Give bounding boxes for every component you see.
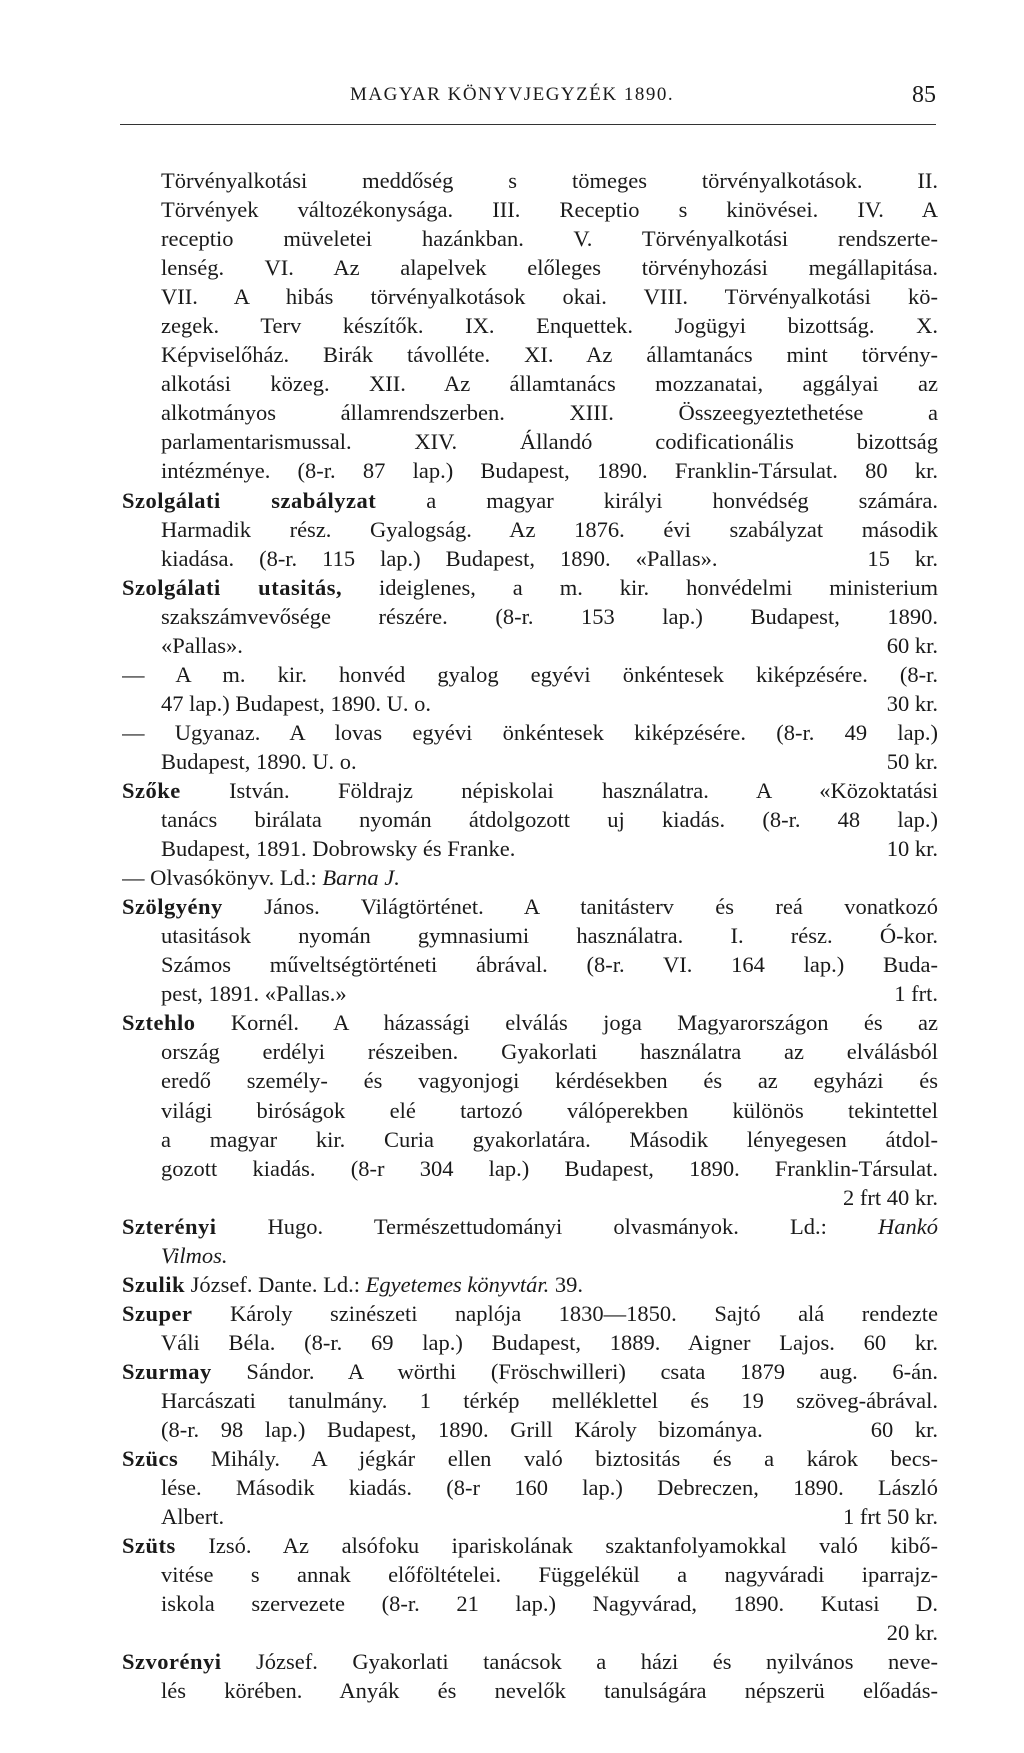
entry-text: pest, 1891. «Pallas.»	[161, 981, 347, 1007]
entry-text: ország erdélyi részeiben. Gyakorlati használatra az elválásból	[161, 1039, 938, 1065]
text-line	[161, 1066, 938, 1095]
entry-text: Kornél. A házassági elválás joga Magyarországon és az	[195, 1010, 938, 1036]
text-line	[161, 1183, 938, 1212]
text-line	[122, 1357, 938, 1386]
entry-text: receptio müveletei hazánkban. V. Törvényalkotási rendszerte-	[161, 226, 938, 252]
price: 10 kr.	[886, 836, 938, 862]
entry-text: a magyar királyi honvédség számára.	[376, 487, 938, 513]
text-line	[161, 602, 938, 631]
text-line	[122, 1270, 938, 1299]
entry-text: parlamentarismussal. XIV. Állandó codificationális bizottság	[161, 429, 938, 455]
entry-text: 39.	[549, 1271, 584, 1297]
price: 30 kr.	[886, 690, 938, 716]
entry-text: (8-r. 98 lap.) Budapest, 1890. Grill Károly bizománya. 60 kr.	[161, 1417, 938, 1443]
text-line	[161, 1328, 938, 1357]
text-line	[161, 921, 938, 950]
entry-text: tanács birálata nyomán átdolgozott uj kiadás. (8-r. 48 lap.)	[161, 807, 938, 833]
text-line	[161, 282, 938, 311]
entry-text: iskola szervezete (8-r. 21 lap.) Nagyvárad, 1890. Kutasi D.	[161, 1591, 938, 1617]
entry-text: VII. A hibás törvényalkotások okai. VIII. Törvényalkotási kö-	[161, 284, 938, 310]
text-line	[122, 1531, 938, 1560]
entry-text: alkotási közeg. XII. Az államtanács mozzanatai, aggályai az	[161, 371, 938, 397]
text-line	[161, 979, 938, 1008]
entry-author: Szölgyény	[122, 894, 223, 920]
text-line	[161, 340, 938, 369]
entry-author: Szőke	[122, 777, 181, 803]
entry-text: Váli Béla. (8-r. 69 lap.) Budapest, 1889. Aigner Lajos. 60 kr.	[161, 1329, 938, 1355]
bibliography-text	[122, 166, 938, 1705]
entry-text: Hugo. Természettudományi olvasmányok. Ld.:	[216, 1213, 878, 1239]
entry-text: Harcászati tanulmány. 1 térkép melléklettel és 19 szöveg-ábrával.	[161, 1387, 938, 1413]
text-line	[122, 1212, 938, 1241]
text-line	[161, 805, 938, 834]
text-line	[122, 660, 938, 689]
text-line	[161, 834, 938, 863]
text-line	[161, 1125, 938, 1154]
text-line	[161, 369, 938, 398]
text-line	[161, 950, 938, 979]
price: 20 kr.	[886, 1620, 938, 1646]
price: 1 frt 50 kr.	[843, 1504, 938, 1530]
entry-text: — A m. kir. honvéd gyalog egyévi önkéntesek kiképzésére. (8-r.	[122, 661, 938, 687]
entry-text: István. Földrajz népiskolai használatra. A «Közoktatási	[180, 777, 938, 803]
text-line	[161, 1560, 938, 1589]
entry-text: gozott kiadás. (8-r 304 lap.) Budapest, 1890. Franklin-Társulat.	[161, 1155, 938, 1181]
header-rule	[120, 124, 936, 125]
entry-text: Izsó. Az alsófoku ipariskolának szaktanfolyamokkal való kibő-	[175, 1533, 938, 1559]
text-line	[161, 1502, 938, 1531]
entry-text: — Olvasókönyv. Ld.:	[122, 865, 323, 891]
entry-author: Szüts	[122, 1533, 176, 1559]
text-line	[161, 747, 938, 776]
text-line	[161, 427, 938, 456]
price: 2 frt 40 kr.	[843, 1184, 938, 1210]
text-line	[161, 544, 938, 573]
text-line	[161, 1386, 938, 1415]
entry-text: Törvényalkotási meddőség s tömeges törvényalkotások. II.	[161, 168, 938, 193]
text-line	[161, 166, 938, 195]
entry-text: Harmadik rész. Gyalogság. Az 1876. évi szabályzat második	[161, 516, 938, 542]
page-header	[120, 84, 940, 118]
entry-text: János. Világtörténet. A tanitásterv és reá vonatkozó	[222, 894, 938, 920]
text-line	[122, 486, 938, 515]
entry-text: lenség. VI. Az alapelvek előleges törvényhozási megállapitása.	[161, 255, 938, 281]
text-line	[122, 573, 938, 602]
text-line	[122, 863, 938, 892]
entry-text: Budapest, 1890. U. o.	[161, 748, 357, 774]
text-line	[161, 224, 938, 253]
entry-author: Szücs	[122, 1446, 179, 1472]
text-line	[161, 1096, 938, 1125]
entry-text: József. Dante. Ld.:	[185, 1271, 366, 1297]
text-line	[161, 456, 938, 485]
entry-text: Képviselőház. Birák távolléte. XI. Az államtanács mint törvény-	[161, 342, 938, 368]
text-line	[122, 1647, 938, 1676]
entry-author: Szvorényi	[122, 1649, 222, 1675]
entry-text: József. Gyakorlati tanácsok a házi és nyilvános neve-	[221, 1649, 938, 1675]
entry-text: utasitások nyomán gymnasiumi használatra. I. rész. Ó-kor.	[161, 923, 938, 949]
text-line	[161, 195, 938, 224]
entry-text: — Ugyanaz. A lovas egyévi önkéntesek kiképzésére. (8-r. 49 lap.)	[122, 719, 938, 745]
text-line	[122, 1008, 938, 1037]
entry-text: kiadása. (8-r. 115 lap.) Budapest, 1890. «Pallas». 15 kr.	[161, 545, 938, 571]
entry-text: Törvények változékonysága. III. Receptio s kinövései. IV. A	[161, 197, 938, 223]
entry-author: Szolgálati szabályzat	[122, 487, 377, 513]
entry-text: eredő személy- és vagyonjogi kérdésekben és az egyházi és	[161, 1068, 938, 1094]
entry-author: Sztehlo	[122, 1010, 196, 1036]
entry-author: Szurmay	[122, 1358, 212, 1384]
entry-text: lése. Második kiadás. (8-r 160 lap.) Debreczen, 1890. László	[161, 1475, 938, 1501]
text-line	[161, 1676, 938, 1705]
text-line	[161, 1618, 938, 1647]
entry-author: Szterényi	[122, 1213, 217, 1239]
entry-author: Szulik	[122, 1271, 186, 1297]
price: 50 kr.	[886, 748, 938, 774]
entry-author: Szuper	[122, 1300, 193, 1326]
entry-text: vitése s annak előföltételei. Függelékül a nagyváradi iparrajz-	[161, 1562, 938, 1588]
text-line	[161, 311, 938, 340]
text-line	[161, 1473, 938, 1502]
text-line	[161, 1241, 938, 1270]
entry-text: Mihály. A jégkár ellen való biztositás és a károk becs-	[178, 1446, 938, 1472]
entry-text: Számos műveltségtörténeti ábrával. (8-r. VI. 164 lap.) Buda-	[161, 952, 938, 978]
price: 60 kr.	[886, 632, 938, 658]
text-line	[122, 1444, 938, 1473]
entry-text: lés körében. Anyák és nevelők tanulságára népszerü előadás-	[161, 1678, 938, 1704]
cross-reference: Egyetemes könyvtár.	[365, 1271, 550, 1297]
text-line	[161, 1037, 938, 1066]
entry-text: intézménye. (8-r. 87 lap.) Budapest, 1890. Franklin-Társulat. 80 kr.	[161, 458, 938, 484]
price: 1 frt.	[894, 981, 938, 1007]
page-number: 85	[912, 82, 936, 108]
text-line	[161, 1154, 938, 1183]
text-line	[161, 253, 938, 282]
entry-text: 47 lap.) Budapest, 1890. U. o.	[161, 690, 431, 716]
cross-reference: Barna J.	[322, 865, 400, 891]
entry-text: zegek. Terv készítők. IX. Enquettek. Jogügyi bizottság. X.	[161, 313, 938, 339]
entry-text: «Pallas».	[161, 632, 243, 658]
text-line	[122, 776, 938, 805]
running-title: MAGYAR KÖNYVJEGYZÉK 1890.	[350, 84, 675, 105]
text-line	[161, 1415, 938, 1444]
text-line	[161, 631, 938, 660]
text-line	[122, 892, 938, 921]
text-line	[161, 689, 938, 718]
text-line	[122, 718, 938, 747]
entry-text: alkotmányos államrendszerben. XIII. Összeegyeztethetése a	[161, 400, 938, 426]
text-line	[161, 515, 938, 544]
entry-text: Károly szinészeti naplója 1830—1850. Sajtó alá rendezte	[192, 1300, 938, 1326]
entry-text: Sándor. A wörthi (Fröschwilleri) csata 1879 aug. 6-án.	[211, 1358, 938, 1384]
entry-author: Szolgálati utasitás,	[122, 574, 343, 600]
text-line	[161, 398, 938, 427]
text-line	[122, 1299, 938, 1328]
entry-text: ideiglenes, a m. kir. honvédelmi ministerium	[342, 574, 938, 600]
entry-text: Budapest, 1891. Dobrowsky és Franke.	[161, 836, 516, 862]
entry-text: a magyar kir. Curia gyakorlatára. Második lényegesen átdol-	[161, 1126, 938, 1152]
cross-reference: Vilmos.	[161, 1242, 228, 1268]
entry-text: Albert.	[161, 1504, 225, 1530]
entry-text: világi biróságok elé tartozó válóperekben különös tekintettel	[161, 1097, 938, 1123]
cross-reference: Hankó	[878, 1213, 938, 1239]
text-line	[161, 1589, 938, 1618]
entry-text: szakszámvevősége részére. (8-r. 153 lap.) Budapest, 1890.	[161, 603, 938, 629]
